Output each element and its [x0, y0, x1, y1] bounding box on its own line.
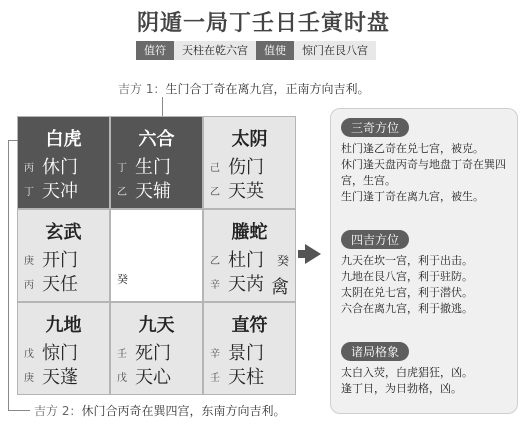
zhishi-label: 值使: [256, 41, 294, 60]
cells-5-side2: 禽: [271, 277, 289, 298]
panel-sixiang_lines-1: 九地在艮八宫，利于驻防。: [341, 270, 473, 283]
cells-0-m2: 天冲: [42, 181, 78, 202]
panel-sanqi_lines-2: 宫，生宫。: [341, 174, 396, 187]
palace-row: [24, 365, 105, 387]
panel-section: [341, 117, 511, 205]
cells-6-s2: 庚: [24, 372, 34, 384]
cells-6-m2: 天蓬: [42, 367, 78, 388]
panel-geju_lines-0: 太白入荧，白虎猖狂，凶。: [341, 366, 473, 379]
connector-top: [162, 97, 163, 116]
cells-2-deity: 太阴: [231, 129, 268, 150]
cells-2-m2: 天英: [228, 181, 264, 202]
panel-sanqi_lines-3: 生门逢丁奇在离九宫，被生。: [341, 190, 484, 203]
palace-grid: [17, 116, 296, 395]
palace-zhen: [17, 209, 110, 302]
palace-li: [110, 116, 203, 209]
arrow-right-icon: [305, 244, 321, 264]
notes-top_text: 生门合丁奇在离九宫，正南方向吉利。: [165, 82, 370, 96]
cells-8-s2: 壬: [210, 372, 220, 384]
palace-row: [210, 365, 291, 387]
palace-row: [24, 272, 105, 294]
cells-8-m1: 景门: [228, 343, 264, 364]
cells-5-deity: 螣蛇: [231, 222, 268, 243]
analysis-panel: [330, 108, 518, 414]
cells-1-s1: 丁: [117, 162, 127, 174]
panel-sixiang_lines-2: 太阴在兑七宫，利于潜伏。: [341, 286, 473, 299]
lucky-direction-note-1: [118, 80, 369, 97]
cells-3-deity: 玄武: [45, 222, 82, 243]
panel-sanqi_lines-0: 杜门逢乙奇在兑七宫，被克。: [341, 142, 484, 155]
cells-3-m2: 天任: [42, 274, 78, 295]
panel-geju_lines-1: 逢丁日，为日勃格，凶。: [341, 382, 462, 395]
connector-left-bottom: [8, 410, 30, 411]
cells-4-center: 癸: [117, 273, 128, 286]
notes-bottom_label: 吉方 2：: [34, 404, 82, 418]
cells-0-deity: 白虎: [45, 129, 82, 150]
zhifu-value: 天柱在乾六宫: [174, 41, 256, 60]
cells-5-s1: 乙: [210, 255, 220, 267]
notes-top_label: 吉方 1：: [118, 82, 166, 96]
palace-row: [117, 155, 198, 177]
cells-7-deity: 九天: [138, 315, 175, 336]
lucky-direction-note-2: [34, 402, 285, 419]
sixiang-title: 四吉方位: [341, 230, 409, 249]
cells-5-side1: 癸: [276, 254, 289, 268]
cells-5-m2: 天芮: [228, 274, 264, 295]
cells-2-m1: 伤门: [228, 157, 264, 178]
panel-section: [341, 229, 511, 317]
cells-5-m1: 杜门: [228, 250, 264, 271]
zhifu-label: 值符: [136, 41, 174, 60]
palace-row: [24, 155, 105, 177]
palace-row: [210, 179, 291, 201]
palace-center: [110, 209, 203, 302]
cells-1-m2: 天辅: [135, 181, 171, 202]
palace-gen: [17, 302, 110, 395]
palace-row: [117, 341, 198, 363]
palace-kun: [203, 116, 296, 209]
cells-6-m1: 惊门: [42, 343, 78, 364]
palace-row: [24, 179, 105, 201]
cells-3-s2: 丙: [24, 279, 34, 291]
cells-8-m2: 天柱: [228, 367, 264, 388]
panel-sanqi_lines-1: 休门逢天盘丙奇与地盘丁奇在巽四: [341, 158, 506, 171]
palace-row: [117, 179, 198, 201]
cells-6-s1: 戊: [24, 348, 34, 360]
cells-1-deity: 六合: [138, 129, 175, 150]
cells-7-s2: 戊: [117, 372, 127, 384]
panel-sixiang_lines-3: 六合在离九宫，利于撤逃。: [341, 302, 473, 315]
palace-row: [210, 341, 291, 363]
info-bar: [136, 41, 376, 60]
cells-8-deity: 直符: [231, 315, 268, 336]
connector-left: [8, 140, 9, 410]
cells-0-s2: 丁: [24, 186, 34, 198]
page-title: 阴遁一局丁壬日壬寅时盘: [136, 11, 390, 36]
cells-7-s1: 壬: [117, 348, 127, 360]
cells-1-s2: 乙: [117, 186, 127, 198]
geju-title: 诸局格象: [341, 342, 409, 361]
cells-3-m1: 开门: [42, 250, 78, 271]
palace-dui: [203, 209, 296, 302]
palace-qian: [203, 302, 296, 395]
cells-1-m1: 生门: [135, 157, 171, 178]
panel-sixiang_lines-0: 九天在坎一宫，利于出击。: [341, 254, 473, 267]
connector-left-top: [8, 140, 18, 141]
cells-5-s2: 辛: [210, 279, 220, 291]
palace-row: [24, 341, 105, 363]
cells-0-m1: 休门: [42, 157, 78, 178]
cells-7-m1: 死门: [135, 343, 171, 364]
cells-2-s1: 己: [210, 162, 220, 174]
notes-bottom_text: 休门合丙奇在巽四宫，东南方向吉利。: [81, 404, 286, 418]
palace-xun: [17, 116, 110, 209]
zhishi-value: 惊门在艮八宫: [294, 41, 376, 60]
cells-0-s1: 丙: [24, 162, 34, 174]
cells-7-m2: 天心: [135, 367, 171, 388]
palace-row: [24, 248, 105, 270]
panel-section: [341, 341, 511, 397]
sanqi-title: 三奇方位: [341, 118, 409, 137]
palace-row: [117, 365, 198, 387]
cells-6-deity: 九地: [45, 315, 82, 336]
palace-row: [210, 155, 291, 177]
cells-8-s1: 辛: [210, 348, 220, 360]
palace-kan: [110, 302, 203, 395]
cells-2-s2: 乙: [210, 186, 220, 198]
cells-3-s1: 庚: [24, 255, 34, 267]
